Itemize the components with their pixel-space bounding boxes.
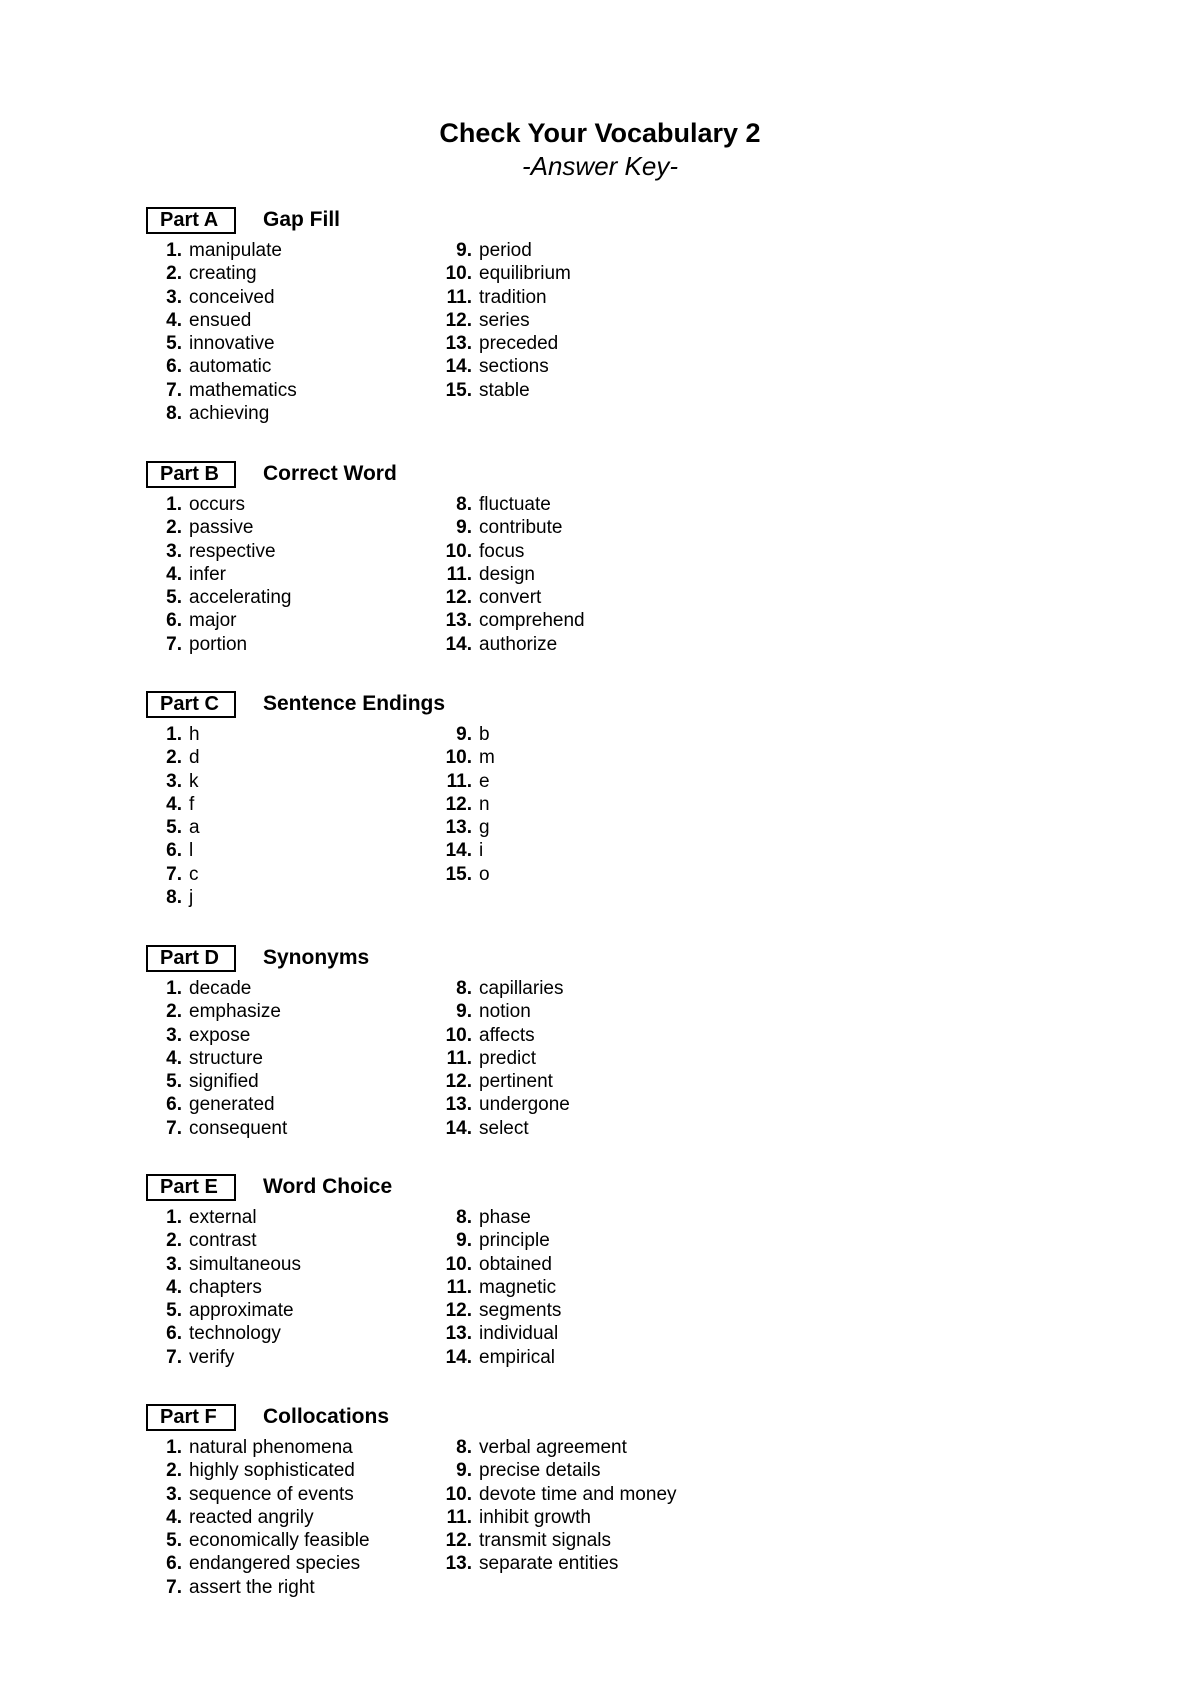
answer-item [436, 1000, 570, 1023]
answer-number: 6. [166, 610, 182, 632]
answer-number: 12. [445, 1300, 472, 1322]
answer-item [436, 1229, 561, 1252]
answer-text: authorize [479, 633, 558, 655]
part-section-part-d [146, 945, 846, 1139]
part-header [146, 461, 846, 491]
answer-text: manipulate [189, 240, 282, 261]
answer-text: capillaries [479, 978, 564, 999]
part-title: Correct Word [263, 462, 397, 485]
answer-number: 1. [166, 724, 182, 745]
answer-number: 2. [166, 517, 182, 539]
answer-item [436, 793, 495, 816]
answer-number: 15. [445, 863, 472, 885]
answer-item [436, 723, 495, 746]
answer-text: e [479, 770, 490, 792]
answer-number: 13. [445, 1094, 472, 1116]
part-label-box: Part B [146, 461, 236, 488]
answer-item [146, 816, 200, 839]
answer-item [146, 1506, 370, 1529]
answer-item [146, 1529, 370, 1552]
answer-item [146, 633, 291, 656]
answer-number: 5. [166, 333, 182, 355]
part-title: Synonyms [263, 946, 370, 969]
answer-number: 14. [445, 356, 472, 378]
answer-item [146, 723, 200, 746]
part-header [146, 945, 846, 975]
answer-item [146, 1117, 287, 1140]
answer-text: b [479, 724, 490, 745]
answer-number: 5. [166, 1530, 182, 1552]
answer-text: external [189, 1207, 257, 1228]
answer-text: pertinent [479, 1071, 553, 1093]
answer-number: 9. [456, 1230, 472, 1252]
answer-text: mathematics [189, 379, 297, 401]
answer-number: 6. [166, 1094, 182, 1116]
answer-item [146, 239, 297, 262]
answer-column-left [146, 1436, 370, 1599]
answer-number: 5. [166, 587, 182, 609]
answer-text: tradition [479, 286, 547, 308]
part-title: Sentence Endings [263, 692, 446, 715]
answer-item [146, 286, 297, 309]
answer-number: 6. [166, 356, 182, 378]
answer-column-right [436, 723, 495, 886]
answer-column-right [436, 977, 570, 1140]
answer-item [436, 1024, 570, 1047]
part-title: Word Choice [263, 1175, 393, 1198]
answer-text: a [189, 817, 200, 839]
answer-text: contribute [479, 517, 563, 539]
answer-item [146, 1552, 370, 1575]
answer-text: verify [189, 1346, 235, 1368]
answer-text: individual [479, 1323, 559, 1345]
answer-item [436, 286, 571, 309]
answer-number: 10. [445, 1024, 472, 1046]
answer-number: 1. [166, 1437, 182, 1458]
answer-number: 12. [445, 1530, 472, 1552]
answer-item [146, 402, 297, 425]
answer-item [146, 1253, 301, 1276]
answer-text: precise details [479, 1460, 601, 1482]
answer-text: magnetic [479, 1276, 557, 1298]
answer-number: 9. [456, 1460, 472, 1482]
answer-item [436, 1459, 677, 1482]
answer-text: chapters [189, 1276, 262, 1298]
answer-item [436, 1070, 570, 1093]
answer-item [146, 1483, 370, 1506]
answer-number: 10. [445, 1253, 472, 1275]
answer-number: 5. [166, 817, 182, 839]
part-header [146, 1404, 846, 1434]
answer-text: segments [479, 1300, 562, 1322]
answer-item [146, 1206, 301, 1229]
answer-item [146, 886, 200, 909]
answer-item [436, 609, 585, 632]
answer-text: devote time and money [479, 1483, 677, 1505]
answer-number: 14. [445, 1346, 472, 1368]
answer-text: generated [189, 1094, 275, 1116]
answer-text: portion [189, 633, 248, 655]
answer-text: affects [479, 1024, 535, 1046]
answer-item [436, 586, 585, 609]
answer-text: transmit signals [479, 1530, 611, 1552]
answer-column-left [146, 493, 291, 656]
answer-text: technology [189, 1323, 281, 1345]
answer-item [146, 355, 297, 378]
answer-item [146, 793, 200, 816]
answer-number: 11. [446, 770, 472, 792]
answer-number: 10. [445, 540, 472, 562]
answer-item [436, 633, 585, 656]
part-label-box: Part F [146, 1404, 236, 1431]
answer-number: 1. [166, 978, 182, 999]
answer-number: 1. [166, 240, 182, 261]
answer-text: phase [479, 1207, 531, 1228]
answer-number: 11. [446, 1506, 472, 1528]
answer-item [146, 1229, 301, 1252]
answer-number: 5. [166, 1300, 182, 1322]
answer-item [436, 1322, 561, 1345]
answer-item [146, 332, 297, 355]
answer-text: passive [189, 517, 254, 539]
answer-number: 2. [166, 1230, 182, 1252]
answer-item [436, 1529, 677, 1552]
answer-item [436, 1506, 677, 1529]
answer-number: 7. [166, 633, 182, 655]
answer-text: notion [479, 1001, 531, 1023]
answer-item [146, 586, 291, 609]
answer-number: 8. [166, 403, 182, 425]
answer-number: 3. [166, 1253, 182, 1275]
answer-number: 11. [446, 1276, 472, 1298]
answer-text: major [189, 610, 237, 632]
answer-text: natural phenomena [189, 1437, 353, 1458]
answer-number: 8. [456, 1437, 472, 1458]
answer-item [436, 1436, 677, 1459]
answer-text: select [479, 1117, 529, 1139]
answer-item [436, 1483, 677, 1506]
answer-item [436, 863, 495, 886]
part-label-box: Part A [146, 207, 236, 234]
answer-number: 9. [456, 724, 472, 745]
answer-text: sections [479, 356, 549, 378]
answer-number: 2. [166, 1001, 182, 1023]
answer-text: period [479, 240, 532, 261]
answer-number: 7. [166, 379, 182, 401]
answer-item [436, 1276, 561, 1299]
answer-item [146, 839, 200, 862]
answer-text: creating [189, 263, 257, 285]
answer-text: approximate [189, 1300, 294, 1322]
answer-number: 7. [166, 1117, 182, 1139]
answer-number: 8. [166, 887, 182, 909]
answer-text: obtained [479, 1253, 552, 1275]
answer-number: 13. [445, 610, 472, 632]
answer-number: 3. [166, 1024, 182, 1046]
answer-number: 10. [445, 747, 472, 769]
answer-column-left [146, 977, 287, 1140]
answer-item [146, 863, 200, 886]
answer-column-right [436, 1436, 677, 1576]
answer-item [436, 1047, 570, 1070]
answer-item [146, 1459, 370, 1482]
answer-text: inhibit growth [479, 1506, 591, 1528]
answer-text: g [479, 817, 490, 839]
part-header [146, 1174, 846, 1204]
answer-text: reacted angrily [189, 1506, 314, 1528]
answer-text: fluctuate [479, 494, 551, 515]
answer-item [436, 332, 571, 355]
answer-number: 4. [166, 1506, 182, 1528]
answer-item [146, 977, 287, 1000]
answer-number: 12. [445, 1071, 472, 1093]
answer-text: respective [189, 540, 276, 562]
answer-item [436, 770, 495, 793]
answer-number: 11. [446, 563, 472, 585]
answer-number: 5. [166, 1071, 182, 1093]
answer-item [436, 1253, 561, 1276]
answer-item [436, 563, 585, 586]
part-section-part-f [146, 1404, 846, 1598]
answer-text: o [479, 863, 490, 885]
answer-item [146, 1047, 287, 1070]
answer-column-left [146, 1206, 301, 1369]
answer-item [436, 816, 495, 839]
part-section-part-e [146, 1174, 846, 1368]
answer-item [436, 839, 495, 862]
answer-number: 6. [166, 1323, 182, 1345]
answer-number: 12. [445, 309, 472, 331]
answer-item [146, 379, 297, 402]
answer-text: equilibrium [479, 263, 571, 285]
answer-item [436, 262, 571, 285]
answer-item [436, 1299, 561, 1322]
answer-item [146, 609, 291, 632]
part-title: Gap Fill [263, 208, 341, 231]
answer-item [146, 1346, 301, 1369]
document-subtitle: -Answer Key- [521, 151, 679, 181]
answer-item [436, 1552, 677, 1575]
answer-number: 9. [456, 1001, 472, 1023]
answer-text: n [479, 793, 490, 815]
answer-text: comprehend [479, 610, 585, 632]
answer-number: 4. [166, 1276, 182, 1298]
answer-item [436, 493, 585, 516]
answer-text: contrast [189, 1230, 257, 1252]
answer-number: 13. [445, 1323, 472, 1345]
answer-number: 4. [166, 309, 182, 331]
answer-text: preceded [479, 333, 559, 355]
answer-item [436, 1093, 570, 1116]
answer-item [146, 1070, 287, 1093]
answer-number: 3. [166, 286, 182, 308]
answer-column-left [146, 723, 200, 909]
answer-item [146, 516, 291, 539]
answer-text: expose [189, 1024, 251, 1046]
answer-item [146, 262, 297, 285]
answer-text: endangered species [189, 1553, 361, 1575]
answer-text: consequent [189, 1117, 288, 1139]
answer-item [146, 1576, 370, 1599]
answer-text: k [189, 770, 199, 792]
answer-number: 7. [166, 863, 182, 885]
answer-number: 8. [456, 978, 472, 999]
part-header [146, 691, 846, 721]
answer-item [146, 309, 297, 332]
answer-text: structure [189, 1047, 263, 1069]
answer-item [436, 516, 585, 539]
answer-item [436, 1346, 561, 1369]
part-title: Collocations [263, 1405, 390, 1428]
answer-text: stable [479, 379, 530, 401]
answer-item [436, 309, 571, 332]
answer-item [436, 379, 571, 402]
answer-item [146, 770, 200, 793]
answer-number: 8. [456, 494, 472, 515]
answer-text: innovative [189, 333, 275, 355]
answer-number: 4. [166, 563, 182, 585]
answer-number: 11. [446, 1047, 472, 1069]
answer-column-left [146, 239, 297, 425]
answer-item [146, 746, 200, 769]
answer-text: highly sophisticated [189, 1460, 355, 1482]
answer-number: 8. [456, 1207, 472, 1228]
answer-text: undergone [479, 1094, 570, 1116]
answer-number: 12. [445, 793, 472, 815]
answer-number: 13. [445, 1553, 472, 1575]
answer-number: 10. [445, 1483, 472, 1505]
answer-text: emphasize [189, 1001, 281, 1023]
answer-column-right [436, 239, 571, 402]
answer-number: 4. [166, 793, 182, 815]
answer-item [146, 1000, 287, 1023]
answer-number: 9. [456, 240, 472, 261]
part-header [146, 207, 846, 237]
answer-number: 3. [166, 1483, 182, 1505]
answer-number: 14. [445, 840, 472, 862]
answer-text: separate entities [479, 1553, 619, 1575]
answer-number: 6. [166, 840, 182, 862]
answer-text: design [479, 563, 535, 585]
answer-item [436, 746, 495, 769]
answer-item [146, 1093, 287, 1116]
answer-item [146, 563, 291, 586]
answer-text: ensued [189, 309, 252, 331]
answer-number: 14. [445, 1117, 472, 1139]
answer-text: infer [189, 563, 226, 585]
answer-text: f [189, 793, 195, 815]
answer-text: economically feasible [189, 1530, 370, 1552]
answer-item [436, 239, 571, 262]
answer-item [436, 1117, 570, 1140]
answer-number: 2. [166, 747, 182, 769]
answer-text: decade [189, 978, 252, 999]
answer-number: 2. [166, 263, 182, 285]
answer-text: verbal agreement [479, 1437, 627, 1458]
answer-text: j [189, 887, 194, 909]
answer-number: 2. [166, 1460, 182, 1482]
answer-text: focus [479, 540, 525, 562]
answer-item [436, 355, 571, 378]
answer-number: 3. [166, 770, 182, 792]
answer-text: accelerating [189, 587, 292, 609]
answer-item [146, 1299, 301, 1322]
answer-text: c [189, 863, 199, 885]
answer-item [436, 1206, 561, 1229]
answer-number: 14. [445, 633, 472, 655]
answer-text: achieving [189, 403, 270, 425]
answer-item [436, 977, 570, 1000]
part-section-part-a [146, 207, 846, 425]
answer-column-right [436, 493, 585, 656]
answer-item [436, 540, 585, 563]
answer-number: 15. [445, 379, 472, 401]
answer-number: 11. [446, 286, 472, 308]
part-section-part-b [146, 461, 846, 655]
answer-number: 10. [445, 263, 472, 285]
part-section-part-c [146, 691, 846, 909]
answer-item [146, 493, 291, 516]
answer-item [146, 540, 291, 563]
answer-item [146, 1276, 301, 1299]
part-label-box: Part D [146, 945, 236, 972]
document-title: Check Your Vocabulary 2 [439, 118, 761, 148]
answer-text: conceived [189, 286, 275, 308]
answer-number: 13. [445, 817, 472, 839]
answer-text: principle [479, 1230, 550, 1252]
answer-item [146, 1322, 301, 1345]
answer-number: 1. [166, 494, 182, 515]
answer-item [146, 1436, 370, 1459]
answer-number: 7. [166, 1576, 182, 1598]
answer-column-right [436, 1206, 561, 1369]
answer-number: 1. [166, 1207, 182, 1228]
answer-text: d [189, 747, 200, 769]
answer-number: 4. [166, 1047, 182, 1069]
answer-text: h [189, 724, 200, 745]
answer-text: m [479, 747, 495, 769]
answer-text: signified [189, 1071, 259, 1093]
answer-number: 6. [166, 1553, 182, 1575]
answer-number: 9. [456, 517, 472, 539]
answer-text: assert the right [189, 1576, 315, 1598]
answer-text: l [189, 840, 194, 862]
answer-number: 7. [166, 1346, 182, 1368]
answer-text: sequence of events [189, 1483, 354, 1505]
answer-text: simultaneous [189, 1253, 301, 1275]
answer-text: series [479, 309, 530, 331]
part-label-box: Part C [146, 691, 236, 718]
answer-item [146, 1024, 287, 1047]
answer-text: i [479, 840, 484, 862]
answer-text: predict [479, 1047, 537, 1069]
answer-text: occurs [189, 494, 245, 515]
part-label-box: Part E [146, 1174, 236, 1201]
answer-text: empirical [479, 1346, 556, 1368]
answer-text: convert [479, 587, 542, 609]
answer-number: 12. [445, 587, 472, 609]
answer-number: 3. [166, 540, 182, 562]
answer-number: 13. [445, 333, 472, 355]
answer-text: automatic [189, 356, 272, 378]
